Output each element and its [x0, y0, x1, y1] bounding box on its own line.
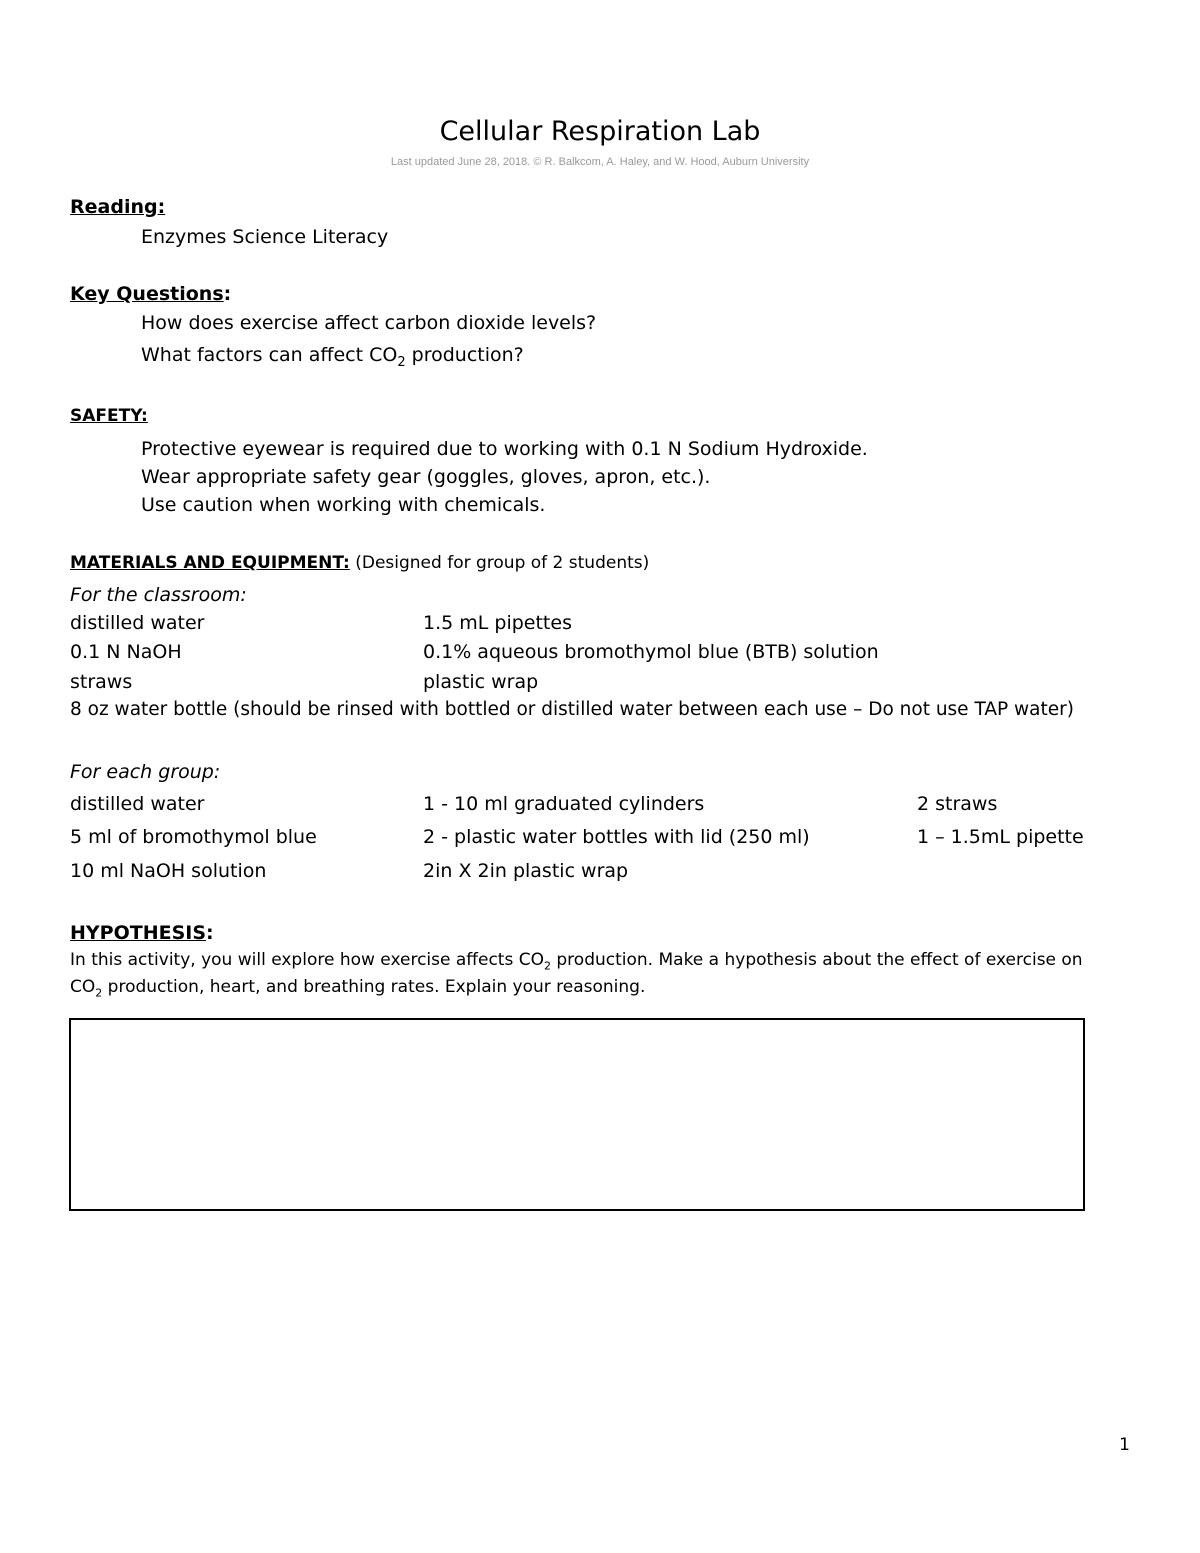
group-item: 2 straws	[917, 793, 998, 815]
safety-heading: SAFETY:	[70, 406, 148, 426]
group-item: 2 - plastic water bottles with lid (250 ml)	[423, 826, 810, 848]
classroom-note: 8 oz water bottle (should be rinsed with bottled or distilled water between each use – Do not use TAP water)	[70, 699, 1074, 720]
safety-item: Protective eyewear is required due to working with 0.1 N Sodium Hydroxide.	[141, 438, 868, 460]
reading-heading: Reading:	[70, 196, 166, 218]
hypothesis-line-2-text: CO	[70, 977, 96, 997]
hypothesis-instructions-line-1	[70, 950, 1083, 972]
reading-item: Enzymes Science Literacy	[141, 226, 389, 248]
key-questions-heading	[70, 283, 231, 305]
subscript-2: 2	[95, 986, 103, 1000]
key-questions-colon: :	[223, 283, 232, 305]
subscript-2: 2	[397, 354, 406, 370]
safety-item: Use caution when working with chemicals.	[141, 494, 546, 516]
classroom-item: plastic wrap	[423, 671, 539, 693]
page-title: Cellular Respiration Lab	[439, 116, 761, 147]
key-question-1: How does exercise affect carbon dioxide levels?	[141, 312, 597, 334]
hypothesis-heading-text: HYPOTHESIS	[70, 922, 207, 944]
key-questions-heading-text: Key Questions	[70, 283, 224, 305]
group-item: 1 – 1.5mL pipette	[917, 826, 1084, 848]
hypothesis-answer-box[interactable]	[69, 1018, 1085, 1211]
classroom-label: For the classroom:	[70, 584, 247, 606]
hypothesis-heading	[70, 922, 214, 944]
key-question-2-tail: production?	[405, 344, 524, 366]
hypothesis-line-1-text: In this activity, you will explore how exercise affects CO	[70, 950, 544, 970]
page-number: 1	[1119, 1435, 1130, 1455]
group-item: 2in X 2in plastic wrap	[423, 860, 629, 882]
classroom-item: 0.1% aqueous bromothymol blue (BTB) solution	[423, 641, 879, 663]
classroom-item: 0.1 N NaOH	[70, 641, 182, 663]
safety-item: Wear appropriate safety gear (goggles, gloves, apron, etc.).	[141, 466, 711, 488]
subscript-2: 2	[543, 959, 551, 973]
hypothesis-colon: :	[206, 922, 214, 944]
classroom-item: distilled water	[70, 612, 205, 634]
key-question-2	[141, 344, 524, 370]
group-item: 1 - 10 ml graduated cylinders	[423, 793, 705, 815]
classroom-item: 1.5 mL pipettes	[423, 612, 572, 634]
hypothesis-line-1-tail: production. Make a hypothesis about the effect of exercise on	[550, 950, 1083, 970]
group-item: 5 ml of bromothymol blue	[70, 826, 317, 848]
group-item: distilled water	[70, 793, 205, 815]
key-question-2-text: What factors can affect CO	[141, 344, 398, 366]
group-label: For each group:	[70, 761, 221, 783]
group-item: 10 ml NaOH solution	[70, 860, 267, 882]
hypothesis-line-2-tail: production, heart, and breathing rates. Explain your reasoning.	[102, 977, 646, 997]
classroom-item: straws	[70, 671, 133, 693]
materials-note: (Designed for group of 2 students)	[355, 553, 650, 573]
copyright-line: Last updated June 28, 2018. © R. Balkcom, A. Haley, and W. Hood, Auburn University	[390, 156, 810, 168]
materials-heading: MATERIALS AND EQUIPMENT:	[70, 553, 350, 573]
hypothesis-instructions-line-2	[70, 977, 645, 999]
materials-heading-line	[70, 553, 649, 573]
